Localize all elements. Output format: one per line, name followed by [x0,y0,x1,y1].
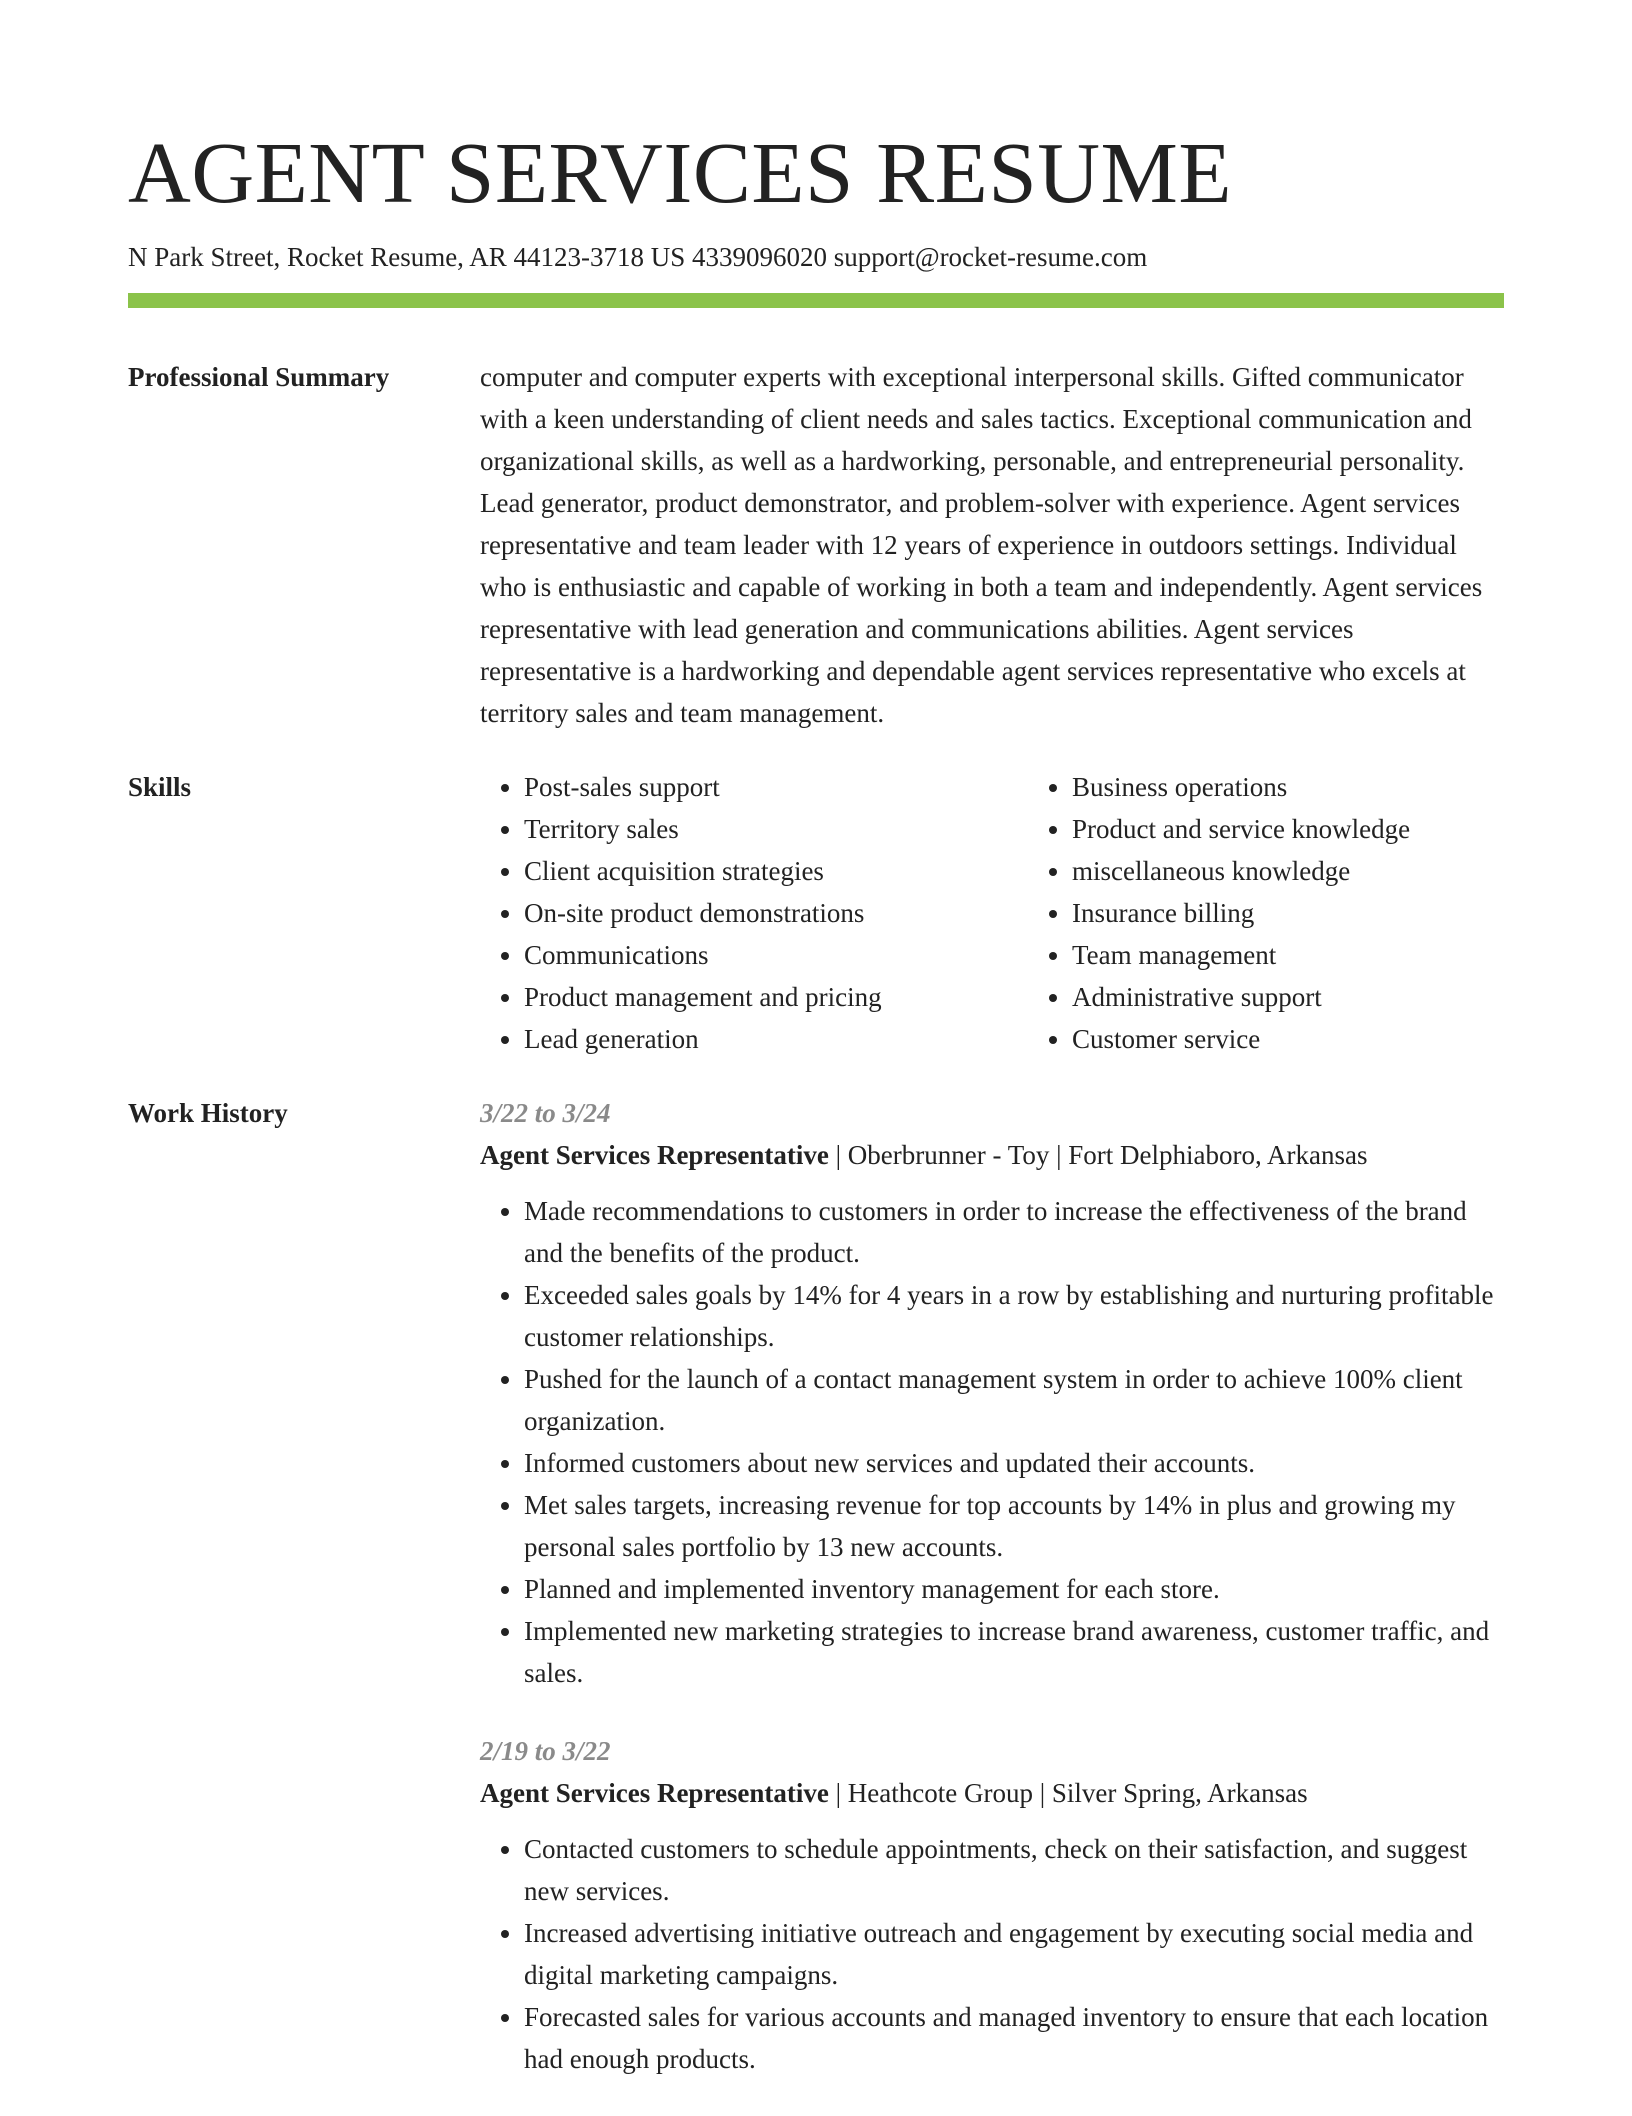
job-bullet: • Exceeded sales goals by 14% for 4 years in a row by establishing and nurturing profitable customer relationships. [524,1274,1504,1358]
summary-section [128,356,1504,734]
skill-item: • On-site product demonstrations [524,892,1028,934]
skill-item: • miscellaneous knowledge [1072,850,1576,892]
skill-item: • Insurance billing [1072,892,1576,934]
skills-grid [480,766,1576,1060]
summary-heading: Professional Summary [128,362,390,392]
job-details: | Oberbrunner - Toy | Fort Delphiaboro, Arkansas [828,1140,1368,1170]
work-history-section [128,1092,1504,2116]
job-bullet: • Informed customers about new services and updated their accounts. [524,1442,1504,1484]
skill-item: • Customer service [1072,1018,1576,1060]
job-bullet: • Implemented new marketing strategies to increase brand awareness, customer traffic, and sales. [524,1610,1504,1694]
job-bullet: • Increased advertising initiative outreach and engagement by executing social media and digital marketing campaigns. [524,1912,1504,1996]
job-header [480,1134,1504,1176]
skills-section [128,766,1504,1060]
job-bullet: • Pushed for the launch of a contact management system in order to achieve 100% client organization. [524,1358,1504,1442]
job-dates: 2/19 to 3/22 [480,1736,611,1766]
skill-item: • Lead generation [524,1018,1028,1060]
job-bullet: • Planned and implemented inventory management for each store. [524,1568,1504,1610]
work-history-heading: Work History [128,1098,288,1128]
job-bullet-list [480,1828,1504,2080]
resume-page [128,0,1504,2116]
skill-item: • Territory sales [524,808,1028,850]
job-dates: 3/22 to 3/24 [480,1098,611,1128]
job-details: | Heathcote Group | Silver Spring, Arkansas [828,1778,1308,1808]
skill-item: • Post-sales support [524,766,1028,808]
job-title: Agent Services Representative [480,1778,829,1808]
skill-item: • Administrative support [1072,976,1576,1018]
skill-item: • Product management and pricing [524,976,1028,1018]
accent-divider [128,293,1504,308]
job-bullet: • Contacted customers to schedule appointments, check on their satisfaction, and suggest new services. [524,1828,1504,1912]
job-entry [480,1092,1504,1694]
summary-text: computer and computer experts with exceptional interpersonal skills. Gifted communicator with a keen understanding of client needs and sales tactics. Exceptional communication and organizational skills, as well as a hardworking, personable, and entrepreneurial personality. Lead generator, product demonstrator, and problem-solver with experience. Agent services representative and team leader with 12 years of experience in outdoors settings. Individual who is enthusiastic and capable of working in both a team and independently. Agent services representative with lead generation and communications abilities. Agent services representative is a hardworking and dependable agent services representative who excels at territory sales and team management. [480,362,1483,728]
job-title: Agent Services Representative [480,1140,829,1170]
job-entry [480,1730,1504,2080]
job-bullet-list [480,1190,1504,1694]
skills-heading: Skills [128,772,192,802]
job-bullet: • Made recommendations to customers in order to increase the effectiveness of the brand and the benefits of the product. [524,1190,1504,1274]
skill-item: • Business operations [1072,766,1576,808]
job-header [480,1772,1504,1814]
skill-item: • Client acquisition strategies [524,850,1028,892]
skill-item: • Product and service knowledge [1072,808,1576,850]
skill-item: • Communications [524,934,1028,976]
skills-list-left [480,766,1028,1060]
job-bullet: • Forecasted sales for various accounts and managed inventory to ensure that each location had enough products. [524,1996,1504,2080]
skills-list-right [1028,766,1576,1060]
resume-title: AGENT SERVICES RESUME [128,124,1233,221]
job-bullet: • Met sales targets, increasing revenue for top accounts by 14% in plus and growing my personal sales portfolio by 13 new accounts. [524,1484,1504,1568]
contact-line: N Park Street, Rocket Resume, AR 44123-3718 US 4339096020 support@rocket-resume.com [128,242,1148,272]
skill-item: • Team management [1072,934,1576,976]
